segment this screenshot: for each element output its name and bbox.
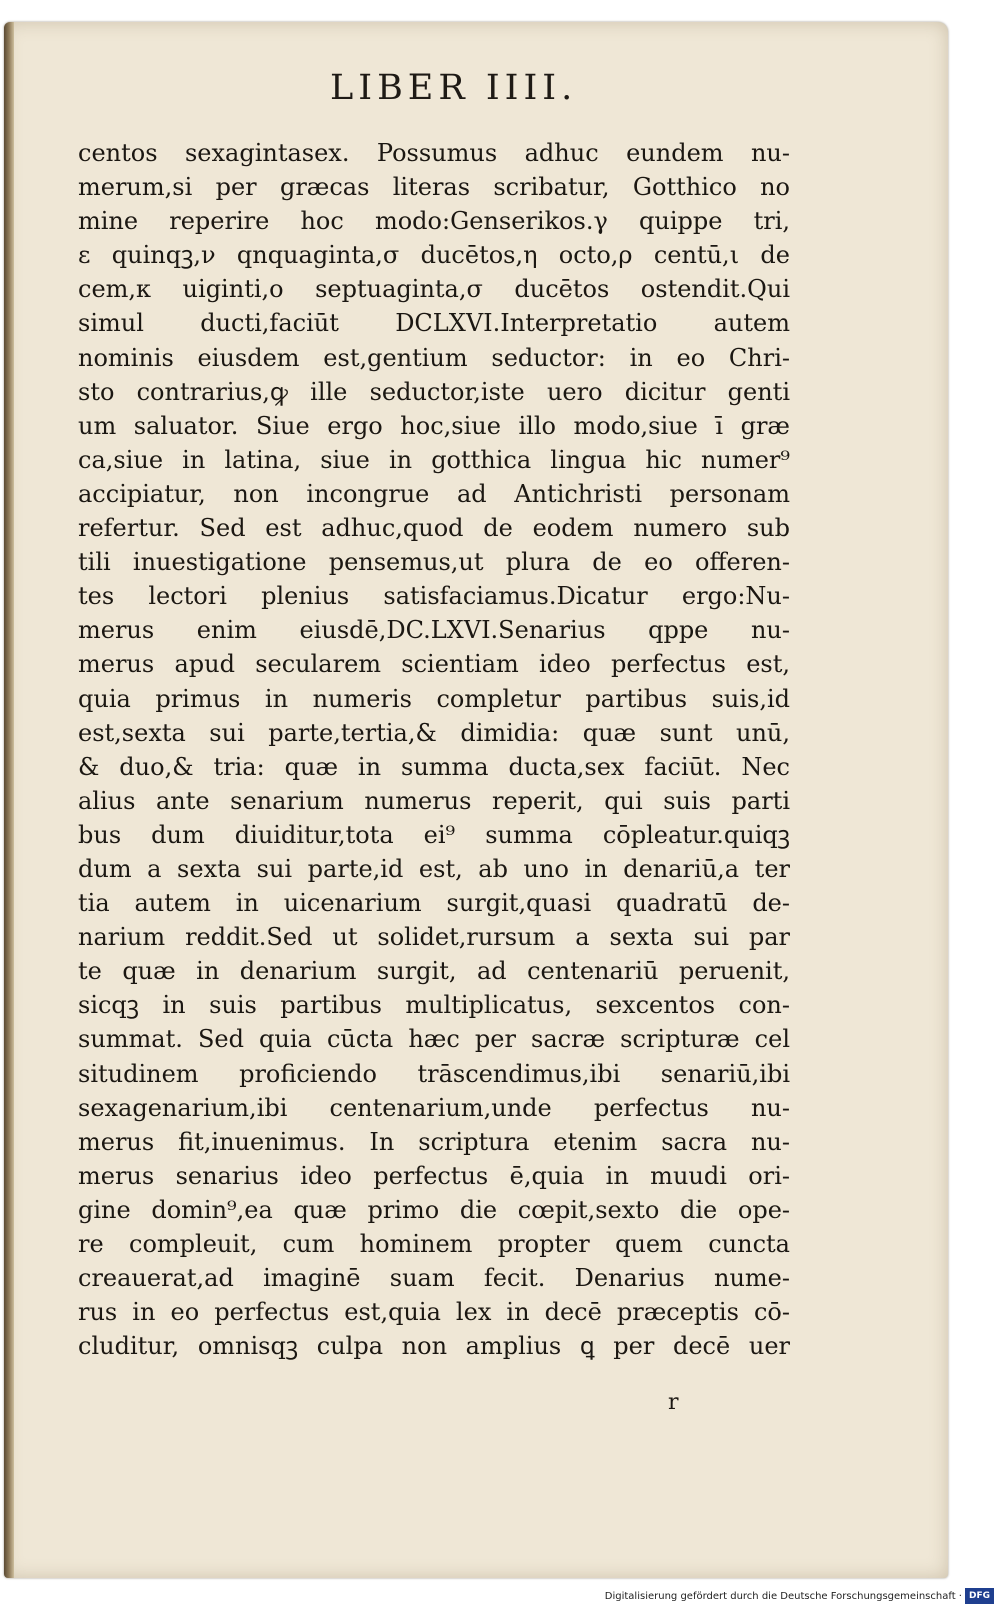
text-line: re compleuit, cum hominem propter quem cuncta (78, 1230, 790, 1258)
funding-credit (605, 1588, 994, 1604)
text-line: ca,siue in latina, siue in gotthica lingua hic numer⁹ (78, 445, 790, 474)
text-line: alius ante senarium numerus reperit, qui suis parti (78, 786, 790, 815)
catchword: r (668, 1390, 679, 1415)
text-line: cluditur, omnisqꝫ culpa non amplius ꝗ per decē uer (78, 1332, 790, 1361)
text-line: narium reddit.Sed ut solidet,rursum a sexta sui par (78, 923, 790, 952)
dfg-logo-icon: DFG (965, 1588, 994, 1604)
text-line: merus enim eiusdē,DC.LXVI.Senarius qppe nu- (78, 616, 790, 645)
text-line: rus in eo perfectus est,quia lex in decē præceptis cō- (78, 1298, 790, 1327)
text-line: mine reperire hoc modo:Genserikos.γ quippe tri, (78, 207, 790, 236)
book-spine-edge (4, 22, 14, 1578)
text-line: sexagenarium,ibi centenarium,unde perfectus nu- (78, 1093, 790, 1122)
text-line: nominis eiusdem est,gentium seductor: in eo Chri- (78, 343, 790, 372)
text-line: centos sexagintasex. Possumus adhuc eundem nu- (78, 139, 790, 167)
text-line: refertur. Sed est adhuc,quod de eodem numero sub (78, 514, 790, 543)
text-line: cem,κ uiginti,ο septuaginta,σ ducētos ostendit.Qui (78, 275, 790, 304)
text-line: merus senarius ideo perfectus ē,quia in muudi ori- (78, 1161, 790, 1190)
text-line: um saluator. Siue ergo hoc,siue illo modo,siue ī græ (78, 411, 790, 440)
text-line: situdinem proficiendo trāscendimus,ibi senariū,ibi (78, 1059, 790, 1088)
text-line: quia primus in numeris completur partibus suis,id (78, 684, 790, 713)
text-line: gine domin⁹,ea quæ primo die cœpit,sexto die ope- (78, 1195, 790, 1224)
text-line: tili inuestigatione pensemus,ut plura de eo offeren- (78, 548, 790, 577)
text-line: tia autem in uicenarium surgit,quasi quadratū de- (78, 889, 790, 918)
body-text (78, 136, 790, 1363)
text-line: merum,si per græcas literas scribatur, Gotthico no (78, 173, 790, 202)
text-line: merus fit,inuenimus. In scriptura etenim sacra nu- (78, 1127, 790, 1156)
text-line: tes lectori plenius satisfaciamus.Dicatur ergo:Nu- (78, 582, 790, 611)
text-line: summat. Sed quia cūcta hæc per sacræ scripturæ cel (78, 1025, 790, 1054)
text-line: est,sexta sui parte,tertia,& dimidia: quæ sunt unū, (78, 718, 790, 747)
text-line: sicqꝫ in suis partibus multiplicatus, sexcentos con- (78, 991, 790, 1020)
text-line: bus dum diuiditur,tota ei⁹ summa cōpleatur.quiqꝫ (78, 820, 790, 849)
text-line: creauerat,ad imaginē suam fecit. Denarius nume- (78, 1264, 790, 1293)
text-line: te quæ in denarium surgit, ad centenariū peruenit, (78, 957, 790, 986)
funding-credit-text: Digitalisierung gefördert durch die Deutsche Forschungsgemeinschaft · (604, 1590, 962, 1602)
text-line: accipiatur, non incongrue ad Antichristi personam (78, 479, 790, 508)
running-title: LIBER IIII. (330, 68, 578, 108)
text-line: & duo,& tria: quæ in summa ducta,sex faciūt. Nec (78, 752, 790, 781)
text-line: simul ducti,faciūt DCLXVI.Interpretatio autem (78, 309, 790, 338)
text-line: ε quinqꝫ,ν qnquaginta,σ ducētos,η octo,ρ centū,ι de (78, 241, 790, 270)
text-line: merus apud secularem scientiam ideo perfectus est, (78, 650, 790, 679)
text-line: dum a sexta sui parte,id est, ab uno in denariū,a ter (78, 854, 790, 883)
text-line: sto contrarius,ꝙ ille seductor,iste uero dicitur genti (78, 377, 790, 406)
